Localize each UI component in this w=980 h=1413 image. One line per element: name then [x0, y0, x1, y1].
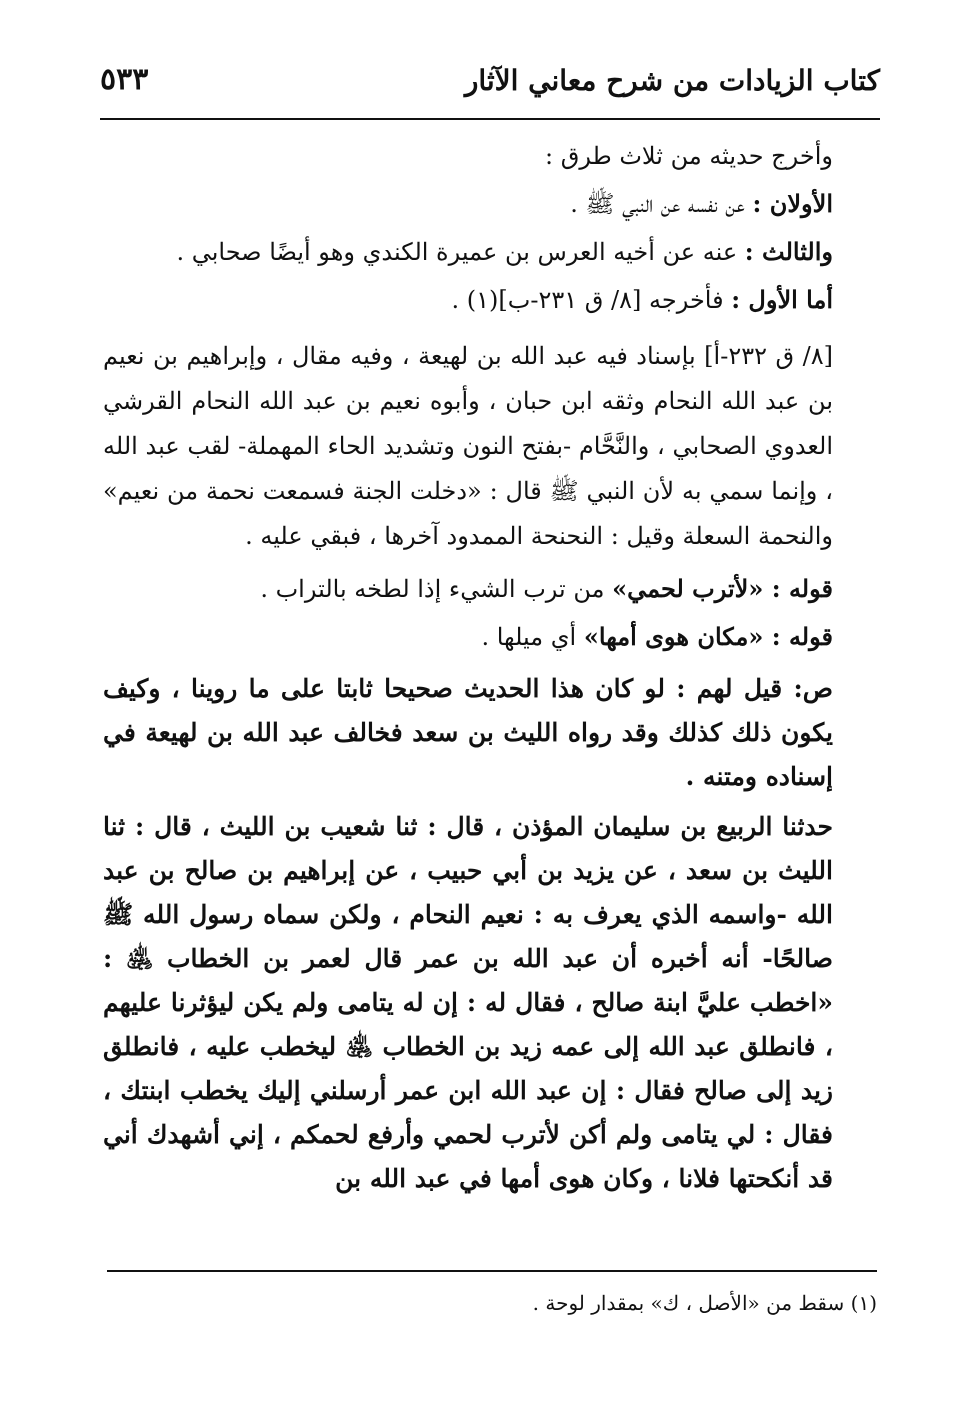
third-text: عنه عن أخيه العرس بن عميرة الكندي وهو أيضًا صحابي .	[176, 238, 738, 266]
intro-line: وأخرج حديثه من ثلاث طرق :	[545, 142, 833, 170]
header-divider	[100, 118, 880, 120]
quote-two-label: قوله : «مكان هوى أمها»	[583, 622, 833, 651]
first-two-line	[103, 180, 877, 228]
hadith-paragraph: حدثنا الربيع بن سليمان المؤذن ، قال : ثنا شعيب بن الليث ، قال : ثنا الليث بن سعد ، عن يزيد بن أبي حبيب ، عن إبراهيم بن صالح بن عبد الله -واسمه الذي يعرف به : نعيم النحام ، ولكن سماه رسول الله ﷺ صالحًا- أنه أخبره أن عبد الله بن عمر قال لعمر بن الخطاب ﵁ : «اخطب عليَّ ابنة صالح ، فقال له : إن له يتامى ولم يكن ليؤثرنا عليهم ، فانطلق عبد الله إلى عمه زيد بن الخطاب ﵁ ليخطب عليه ، فانطلق زيد إلى صالح فقال : إن عبد الله ابن عمر أرسلني إليك يخطب ابنتك ، فقال : لي يتامى ولم أكن لأترب لحمي وأرفع لحمكم ، إني أشهدك أني قد أنكحتها فلانا ، وكان هوى أمها في عبد الله بن	[103, 812, 833, 1193]
sanad-paragraph: [٨/ ق ٢٣٢-أ] بإسناد فيه عبد الله بن لهيعة ، وفيه مقال ، وإبراهيم بن نعيم بن عبد الله النحام وثقه ابن حبان ، وأبوه نعيم بن عبد الله النحام القرشي العدوي الصحابي ، والنَّحَّام -بفتح النون وتشديد الحاء المهملة- لقب عبد الله ، وإنما سمي به لأن النبي ﷺ قال : «دخلت الجنة فسمعت نحمة من نعيم» والنحمة السعلة وقيل : النحنحة الممدود آخرها ، فبقي عليه .	[103, 342, 833, 550]
quote-one-line	[103, 565, 877, 613]
quote-two-line	[103, 613, 877, 661]
quote-one-label: قوله : «لأترب لحمي»	[612, 574, 833, 603]
first-text: فأخرجه [٨/ ق ٢٣١-ب](١) .	[451, 286, 724, 314]
quote-two-text: أي ميلها .	[481, 623, 577, 651]
third-line	[103, 228, 877, 276]
sad-paragraph: ص: قيل لهم : لو كان هذا الحديث صحيحا ثابتا على ما روينا ، وكيف يكون ذلك كذلك وقد رواه الليث بن سعد فخالف عبد الله بن لهيعة في إسناده ومتنه .	[103, 674, 833, 791]
running-title: كتاب الزيادات من شرح معاني الآثار	[464, 64, 880, 97]
page-header	[100, 62, 880, 106]
footnote-divider	[107, 1270, 877, 1272]
third-label: والثالث :	[744, 237, 833, 266]
footnote: (١) سقط من «الأصل ، ك» بمقدار لوحة .	[532, 1291, 877, 1315]
main-text	[103, 132, 877, 1201]
page-number: ٥٣٣	[100, 62, 149, 97]
quote-one-text: من ترب الشيء إذا لطخه بالتراب .	[260, 575, 605, 603]
first-line	[103, 276, 877, 324]
first-two-text: عن نفسه عن النبي ﷺ .	[570, 190, 745, 218]
first-two-label: الأولان :	[752, 189, 833, 218]
first-label: أما الأول :	[731, 285, 833, 314]
